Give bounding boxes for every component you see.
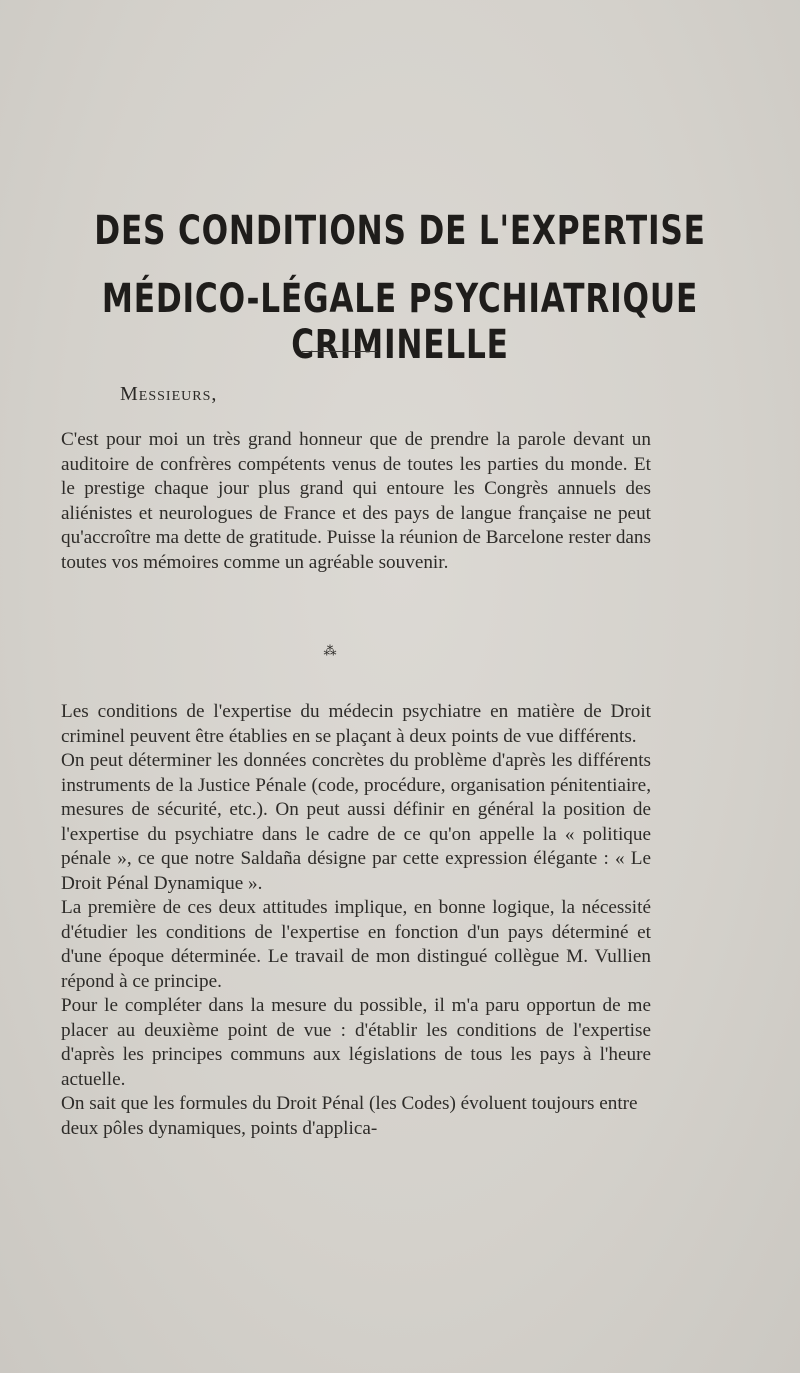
intro-paragraph — [61, 428, 651, 575]
title-divider — [302, 351, 377, 352]
title-line-2: MÉDICO-LÉGALE PSYCHIATRIQUE CRIMINELLE — [101, 276, 699, 368]
asterism-separator: ⁂ — [323, 643, 337, 658]
body-paragraph-1: Les conditions de l'expertise du médecin psychiatre en matière de Droit criminel peuvent être établies en se plaçant à deux points de vue différents. — [61, 701, 651, 747]
body-paragraph-5: On sait que les formules du Droit Pénal (les Codes) évoluent toujours entre deux pôles dynamiques, points d'applica- — [61, 1093, 638, 1139]
title-line-1: DES CONDITIONS DE L'EXPERTISE — [94, 208, 706, 254]
intro-text: C'est pour moi un très grand honneur que de prendre la parole devant un auditoire de confrères compétents venus de toutes les parties du monde. Et le prestige chaque jour plus grand qui entoure les Congrès annuels des aliénistes et neurologues de France et des pays de langue française ne peut qu'accroître ma dette de gratitude. Puisse la réunion de Barcelone rester dans toutes vos mémoires comme un agréable souvenir. — [61, 429, 651, 573]
salutation: Messieurs, — [120, 383, 218, 405]
body-text — [61, 700, 651, 1141]
body-paragraph-3: La première de ces deux attitudes implique, en bonne logique, la nécessité d'étudier les conditions de l'expertise en fonction d'un pays déterminé et d'une époque déterminée. Le travail de mon distingué collègue M. Vullien répond à ce principe. — [61, 897, 651, 992]
body-paragraph-4: Pour le compléter dans la mesure du possible, il m'a paru opportun de me placer au deuxième point de vue : d'établir les conditions de l'expertise d'après les principes communs aux législations de tous les pays à l'heure actuelle. — [61, 995, 651, 1090]
body-paragraph-2: On peut déterminer les données concrètes du problème d'après les différents instruments de la Justice Pénale (code, procédure, organisation pénitentiaire, mesures de sécurité, etc.). On peut aussi définir en général la position de l'expertise du psychiatre dans le cadre de ce qu'on appelle la « politique pénale », ce que notre Saldaña désigne par cette expression élégante : « Le Droit Pénal Dynamique ». — [61, 750, 651, 894]
